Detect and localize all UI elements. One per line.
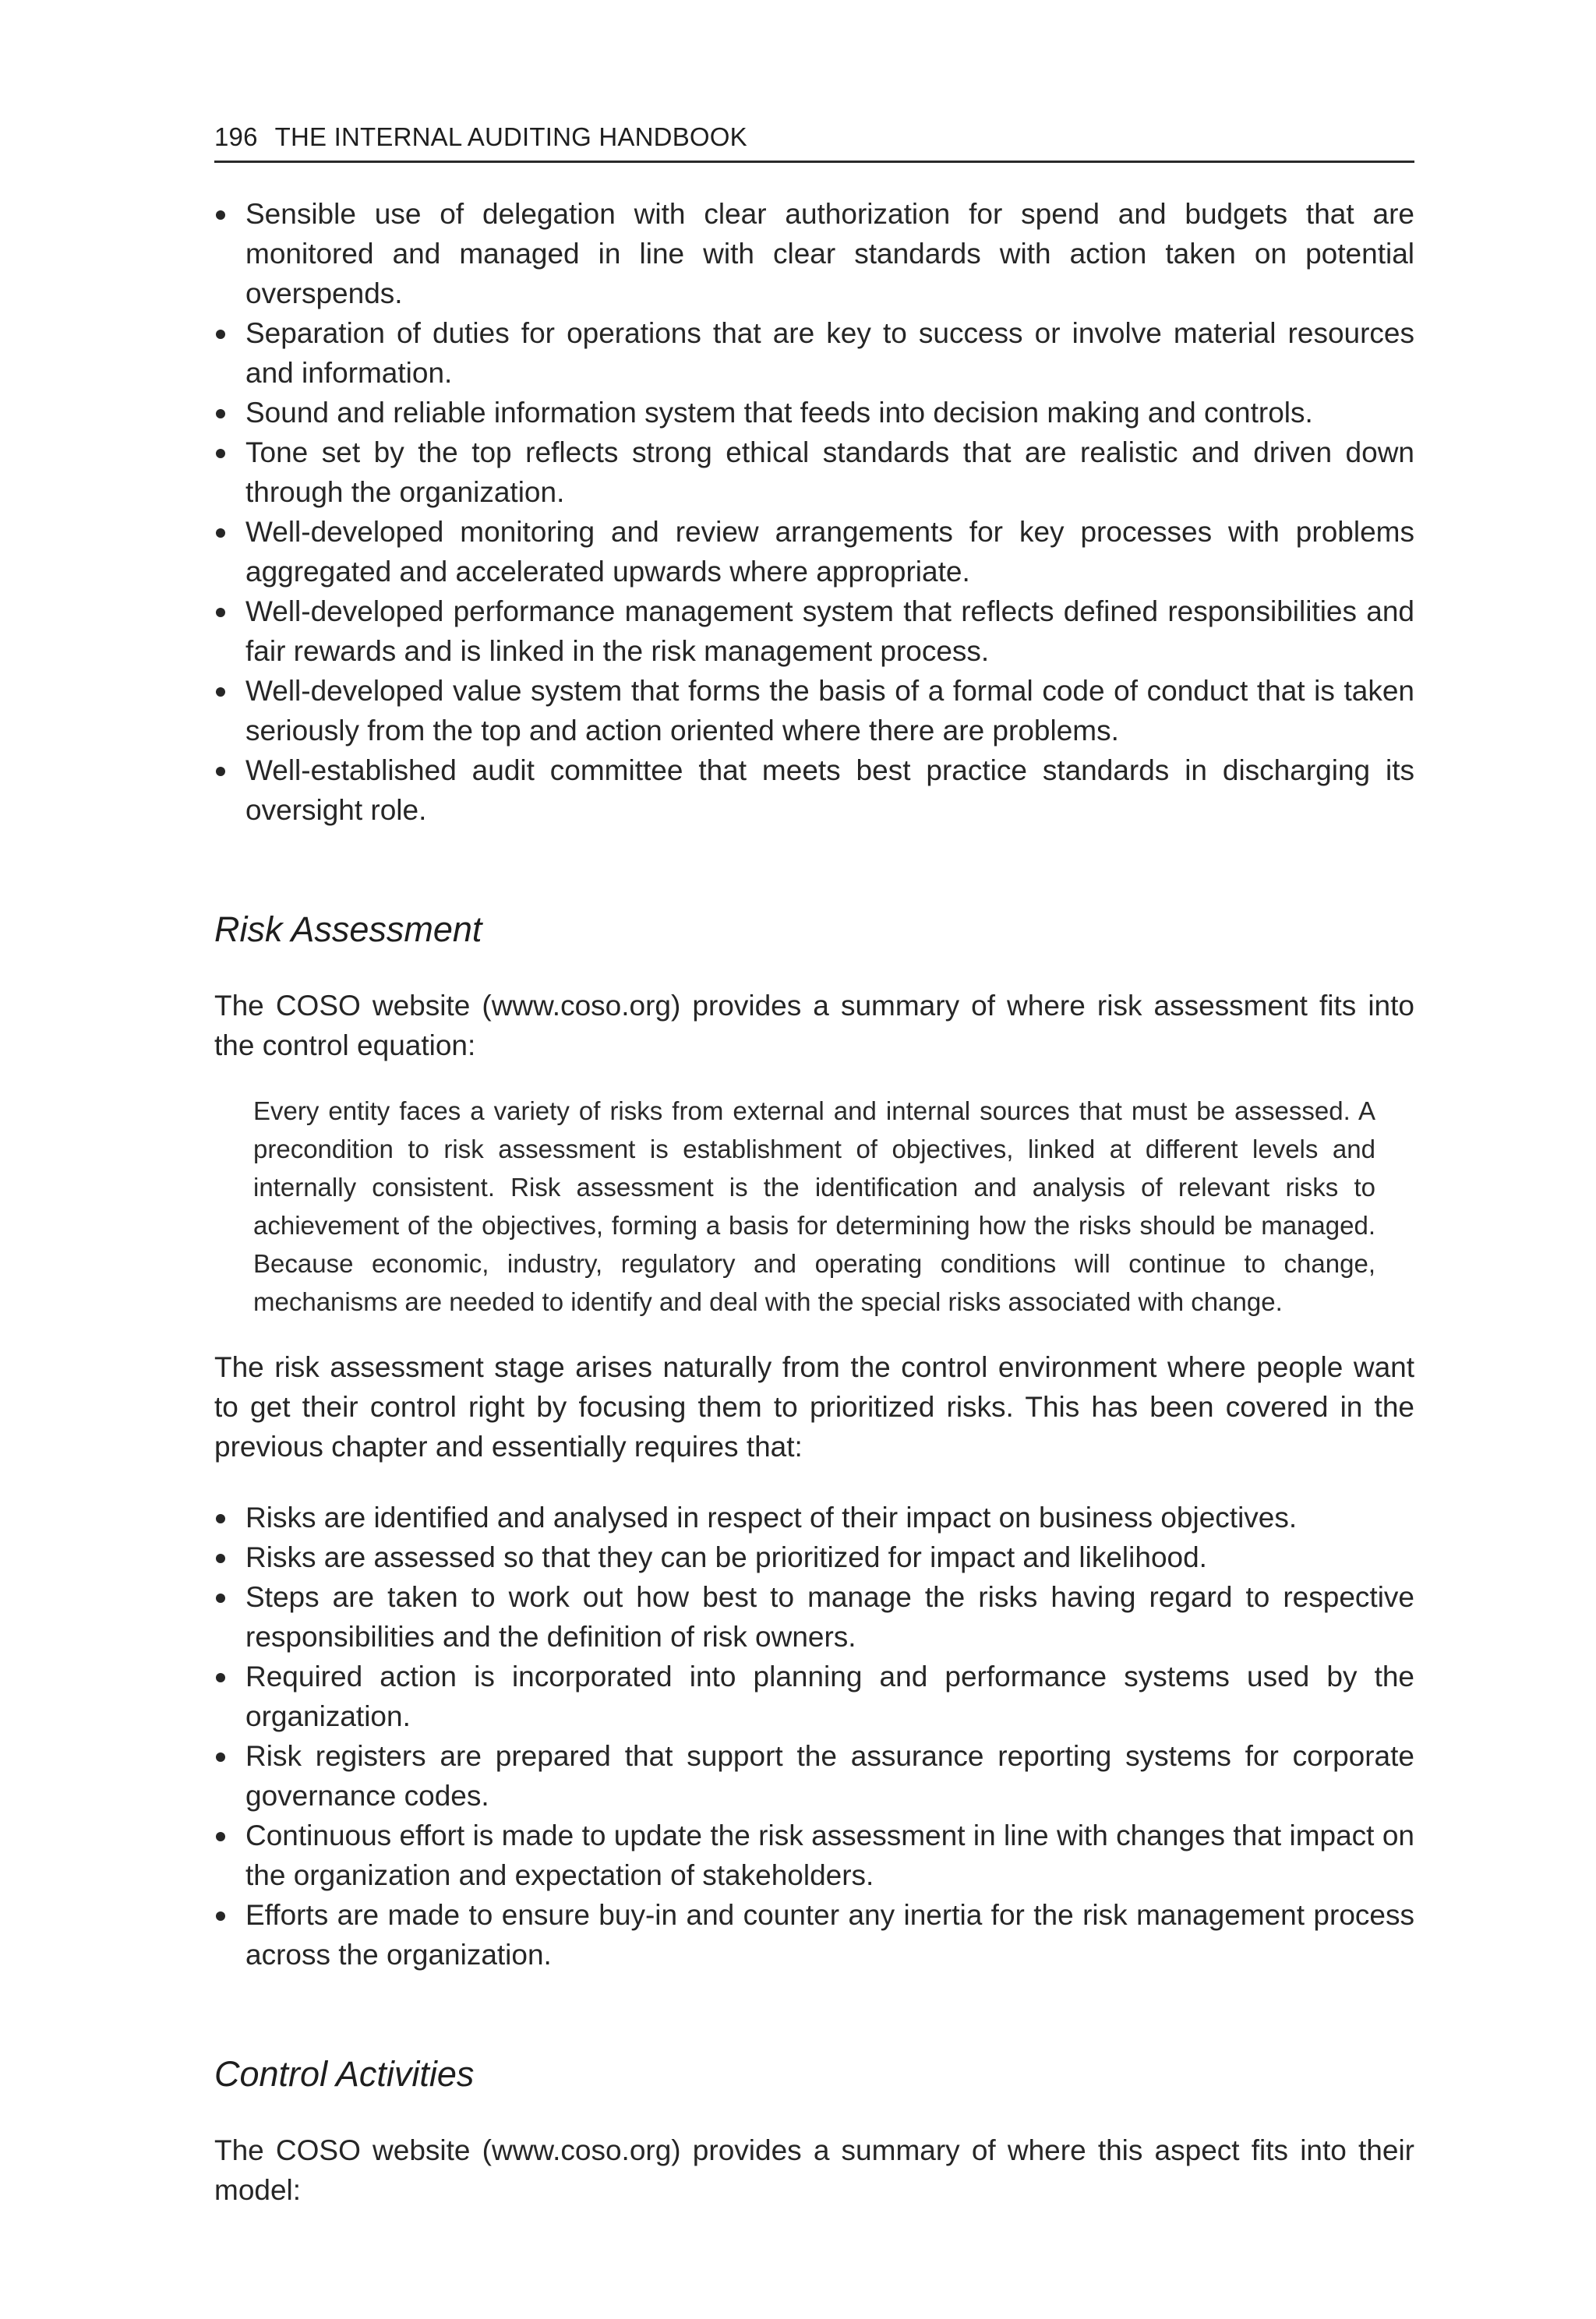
running-head — [214, 117, 1414, 163]
list-item: Sensible use of delegation with clear authorization for spend and budgets that are monitored and managed in line with clear standards with action taken on potential overspends. — [214, 194, 1414, 313]
control-environment-bullet-list — [214, 194, 1414, 830]
list-item: Required action is incorporated into planning and performance systems used by the organization. — [214, 1657, 1414, 1736]
list-item: Well-established audit committee that meets best practice standards in discharging its oversight role. — [214, 750, 1414, 830]
list-item: Sound and reliable information system that feeds into decision making and controls. — [214, 393, 1414, 432]
risk-assessment-heading: Risk Assessment — [214, 909, 482, 949]
coso-risk-assessment-quote: Every entity faces a variety of risks from external and internal sources that must be assessed. A precondition to risk assessment is establishment of objectives, linked at different levels and internally consistent. Risk assessment is the identification and analysis of relevant risks to achievement of the objectives, forming a basis for determining how the risks should be managed. Because economic, industry, regulatory and operating conditions will continue to change, mechanisms are needed to identify and deal with the special risks associated with change. — [253, 1096, 1375, 1316]
list-item: Risks are assessed so that they can be prioritized for impact and likelihood. — [214, 1537, 1414, 1577]
list-item: Risks are identified and analysed in respect of their impact on business objectives. — [214, 1498, 1414, 1537]
list-item: Well-developed value system that forms the basis of a formal code of conduct that is taken seriously from the top and action oriented where there are problems. — [214, 671, 1414, 750]
risk-assessment-follow-up: The risk assessment stage arises naturally from the control environment where people want to get their control right by focusing them to prioritized risks. This has been covered in the previous chapter and essentially requires that: — [214, 1351, 1414, 1463]
page-number: 196 — [214, 122, 258, 151]
control-activities-heading: Control Activities — [214, 2054, 475, 2094]
control-activities-intro: The COSO website (www.coso.org) provides a summary of where this aspect fits into their model: — [214, 2134, 1414, 2206]
list-item: Continuous effort is made to update the risk assessment in line with changes that impact on the organization and expectation of stakeholders. — [214, 1816, 1414, 1895]
book-title: THE INTERNAL AUDITING HANDBOOK — [274, 122, 747, 151]
list-item: Well-developed monitoring and review arrangements for key processes with problems aggregated and accelerated upwards where appropriate. — [214, 512, 1414, 591]
risk-assessment-bullet-list — [214, 1498, 1414, 1975]
page — [214, 117, 1414, 2210]
risk-assessment-intro: The COSO website (www.coso.org) provides a summary of where risk assessment fits into the control equation: — [214, 990, 1414, 1061]
list-item: Separation of duties for operations that are key to success or involve material resources and information. — [214, 313, 1414, 393]
list-item: Risk registers are prepared that support the assurance reporting systems for corporate governance codes. — [214, 1736, 1414, 1816]
list-item: Efforts are made to ensure buy-in and counter any inertia for the risk management process across the organization. — [214, 1895, 1414, 1975]
list-item: Steps are taken to work out how best to manage the risks having regard to respective responsibilities and the definition of risk owners. — [214, 1577, 1414, 1657]
list-item: Tone set by the top reflects strong ethical standards that are realistic and driven down through the organization. — [214, 432, 1414, 512]
list-item: Well-developed performance management system that reflects defined responsibilities and fair rewards and is linked in the risk management process. — [214, 591, 1414, 671]
